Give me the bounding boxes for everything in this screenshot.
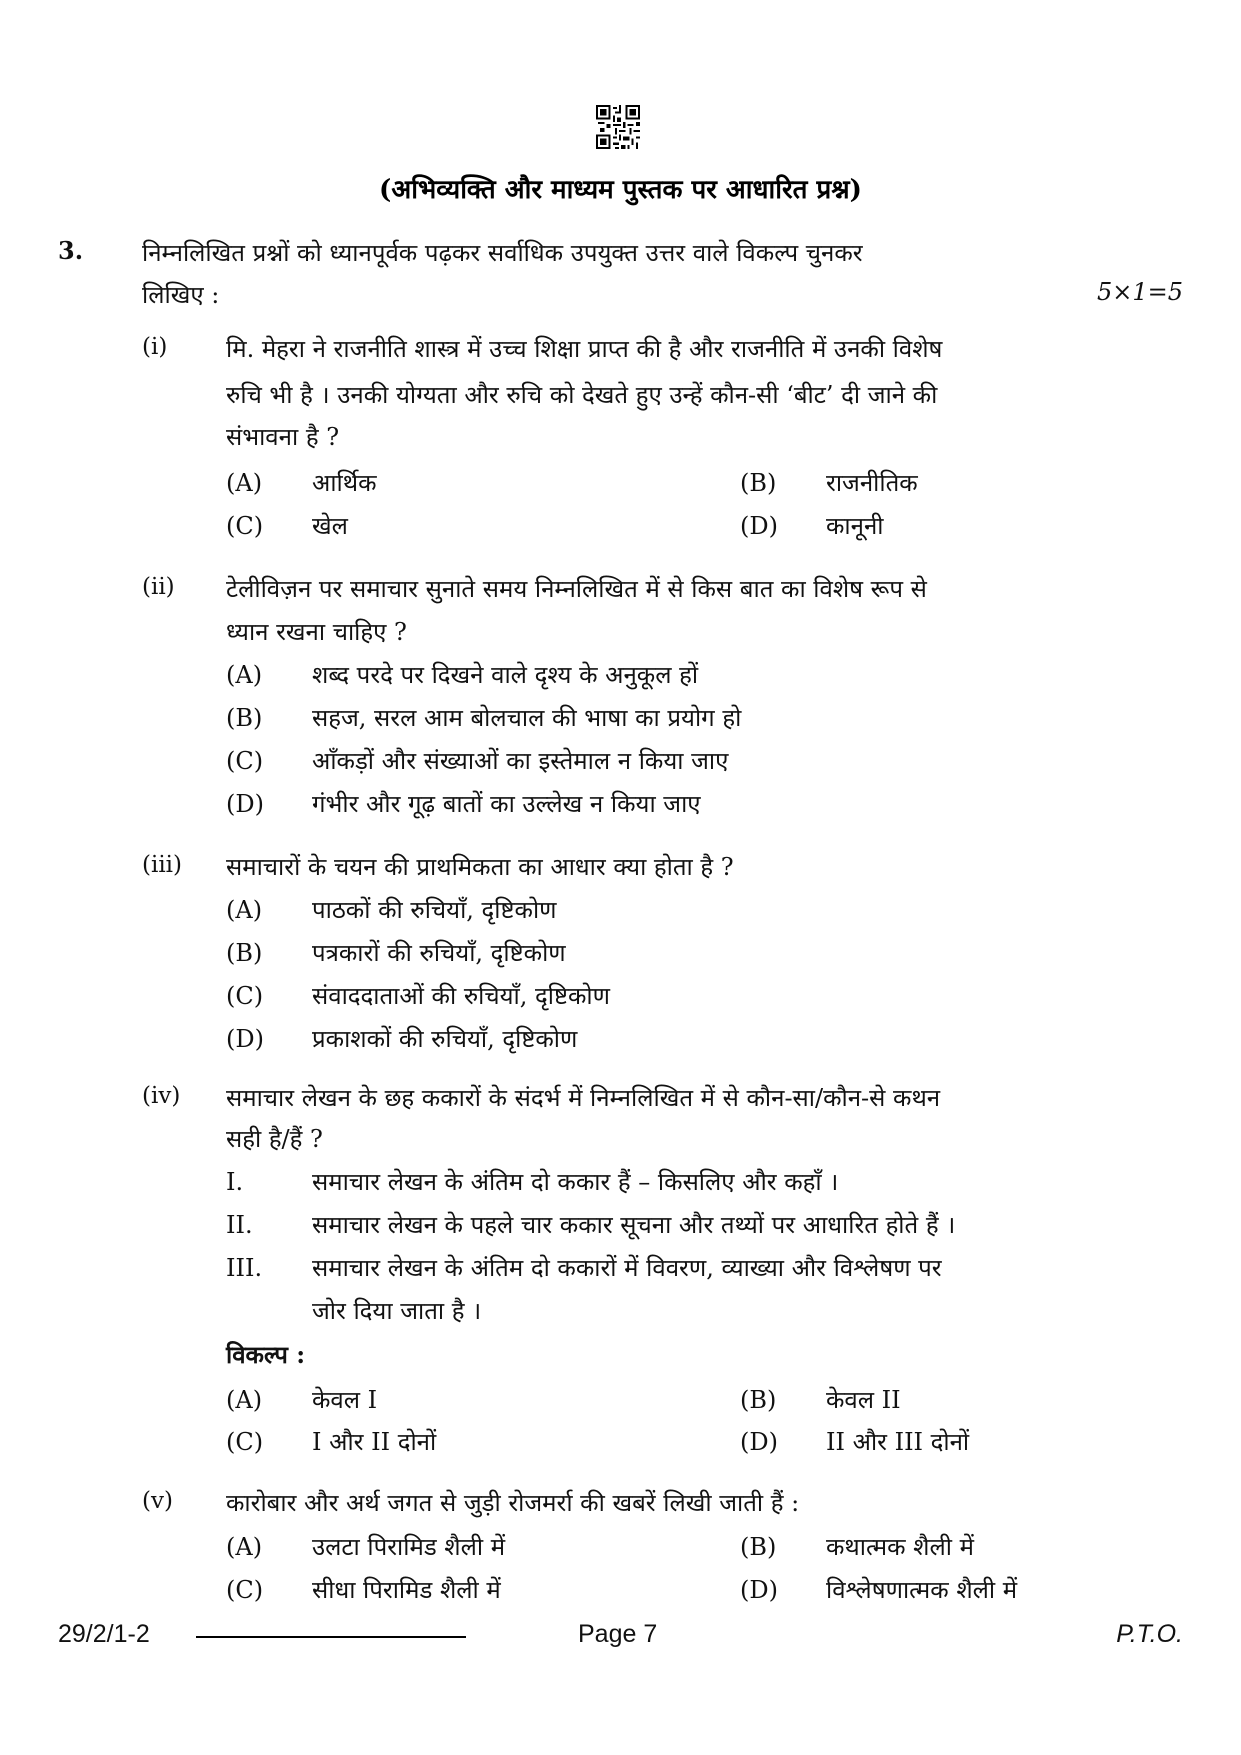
option-text: कानूनी xyxy=(826,512,884,540)
statement-text: समाचार लेखन के अंतिम दो ककारों में विवरण, व्याख्या और विश्लेषण पर xyxy=(312,1254,942,1282)
sub-question-text: संभावना है ? xyxy=(226,423,340,451)
option-label: (B) xyxy=(740,469,777,497)
statement-iii xyxy=(226,1251,942,1284)
sub-question-text: समाचारों के चयन की प्राथमिकता का आधार क्या होता है ? xyxy=(226,853,734,881)
statement-text: समाचार लेखन के पहले चार ककार सूचना और तथ्यों पर आधारित होते हैं । xyxy=(312,1211,956,1239)
option-text: उलटा पिरामिड शैली में xyxy=(312,1533,506,1561)
statement-iii-continued xyxy=(226,1294,481,1327)
sub-question-label: (ii) xyxy=(142,574,175,600)
option-text: राजनीतिक xyxy=(826,469,918,497)
option-label: (A) xyxy=(226,469,263,497)
option-a xyxy=(226,1383,377,1416)
option-b xyxy=(740,466,918,499)
option-label: (B) xyxy=(740,1533,777,1561)
option-text: पत्रकारों की रुचियाँ, दृष्टिकोण xyxy=(312,939,566,967)
sub-question-text: ध्यान रखना चाहिए ? xyxy=(226,618,407,646)
option-d xyxy=(740,509,884,542)
sub-question-label: (v) xyxy=(142,1488,173,1514)
option-text: कथात्मक शैली में xyxy=(826,1533,974,1561)
marks-allocation: 5×1=5 xyxy=(1096,278,1183,306)
option-text: शब्द परदे पर दिखने वाले दृश्य के अनुकूल हों xyxy=(312,661,699,689)
option-text: केवल II xyxy=(826,1386,901,1414)
sub-question-text: सही है/हैं ? xyxy=(226,1125,323,1153)
option-a xyxy=(226,893,557,926)
sub-question-label: (iv) xyxy=(142,1083,181,1109)
options-heading: विकल्प : xyxy=(226,1340,306,1369)
statement-label: I. xyxy=(226,1168,244,1196)
section-title: (अभिव्यक्ति और माध्यम पुस्तक पर आधारित प्रश्न) xyxy=(379,175,862,205)
option-label: (C) xyxy=(226,1428,264,1456)
option-label: (C) xyxy=(226,512,264,540)
question-instruction: निम्नलिखित प्रश्नों को ध्यानपूर्वक पढ़कर सर्वाधिक उपयुक्त उत्तर वाले विकल्प चुनकर xyxy=(142,239,863,267)
question-number: 3. xyxy=(58,236,84,265)
option-label: (C) xyxy=(226,747,264,775)
option-label: (A) xyxy=(226,1533,263,1561)
option-c xyxy=(226,744,728,777)
option-text: संवाददाताओं की रुचियाँ, दृष्टिकोण xyxy=(312,982,610,1010)
option-label: (A) xyxy=(226,896,263,924)
paper-code: 29/2/1-2 xyxy=(58,1620,150,1648)
footer-rule xyxy=(196,1636,466,1638)
statement-i xyxy=(226,1165,838,1198)
pto-label: P.T.O. xyxy=(1116,1620,1183,1648)
sub-question-text: रुचि भी है । उनकी योग्यता और रुचि को देखते हुए उन्हें कौन-सी ‘बीट’ दी जाने की xyxy=(226,381,938,409)
option-text: आँकड़ों और संख्याओं का इस्तेमाल न किया जाए xyxy=(312,747,729,775)
option-text: गंभीर और गूढ़ बातों का उल्लेख न किया जाए xyxy=(312,790,701,818)
option-label: (B) xyxy=(740,1386,777,1414)
sub-question-text: कारोबार और अर्थ जगत से जुड़ी रोजमर्रा की खबरें लिखी जाती हैं : xyxy=(226,1489,800,1517)
qr-code-icon xyxy=(596,105,640,149)
sub-question-text: मि. मेहरा ने राजनीति शास्त्र में उच्च शिक्षा प्राप्त की है और राजनीति में उनकी विशेष xyxy=(226,335,943,363)
sub-question-text: समाचार लेखन के छह ककारों के संदर्भ में निम्नलिखित में से कौन-सा/कौन-से कथन xyxy=(226,1084,941,1112)
option-label: (A) xyxy=(226,661,263,689)
option-label: (C) xyxy=(226,982,264,1010)
option-label: (B) xyxy=(226,704,263,732)
option-label: (D) xyxy=(226,1025,264,1053)
option-text: सहज, सरल आम बोलचाल की भाषा का प्रयोग हो xyxy=(312,704,742,732)
option-label: (D) xyxy=(740,1428,778,1456)
sub-question-text: टेलीविज़न पर समाचार सुनाते समय निम्नलिखित में से किस बात का विशेष रूप से xyxy=(226,575,927,603)
option-c xyxy=(226,1425,436,1458)
option-label: (A) xyxy=(226,1386,263,1414)
option-text: I और II दोनों xyxy=(312,1428,437,1456)
option-c xyxy=(226,979,610,1012)
page-number: Page 7 xyxy=(578,1620,658,1648)
option-text: विश्लेषणात्मक शैली में xyxy=(826,1576,1018,1604)
statement-text: समाचार लेखन के अंतिम दो ककार हैं – किसलिए और कहाँ । xyxy=(312,1168,839,1196)
option-b xyxy=(740,1383,901,1416)
option-text: प्रकाशकों की रुचियाँ, दृष्टिकोण xyxy=(312,1025,578,1053)
option-b xyxy=(226,936,566,969)
statement-text: जोर दिया जाता है । xyxy=(312,1297,482,1325)
option-d xyxy=(740,1573,1017,1606)
statement-ii xyxy=(226,1208,955,1241)
option-b xyxy=(740,1530,974,1563)
option-a xyxy=(226,658,698,691)
option-text: खेल xyxy=(312,512,348,540)
statement-label: II. xyxy=(226,1211,253,1239)
option-text: II और III दोनों xyxy=(826,1428,970,1456)
option-c xyxy=(226,509,348,542)
option-b xyxy=(226,701,741,734)
option-label: (D) xyxy=(740,1576,778,1604)
option-label: (B) xyxy=(226,939,263,967)
option-label: (C) xyxy=(226,1576,264,1604)
option-text: केवल I xyxy=(312,1386,378,1414)
option-label: (D) xyxy=(740,512,778,540)
option-c xyxy=(226,1573,501,1606)
option-d xyxy=(226,1022,577,1055)
option-text: सीधा पिरामिड शैली में xyxy=(312,1576,501,1604)
option-label: (D) xyxy=(226,790,264,818)
option-text: पाठकों की रुचियाँ, दृष्टिकोण xyxy=(312,896,557,924)
option-a xyxy=(226,466,377,499)
sub-question-label: (i) xyxy=(142,334,168,360)
option-text: आर्थिक xyxy=(312,469,377,497)
option-a xyxy=(226,1530,505,1563)
statement-label: III. xyxy=(226,1254,263,1282)
option-d xyxy=(226,787,701,820)
option-d xyxy=(740,1425,969,1458)
question-instruction: लिखिए : xyxy=(142,281,220,309)
sub-question-label: (iii) xyxy=(142,852,183,878)
